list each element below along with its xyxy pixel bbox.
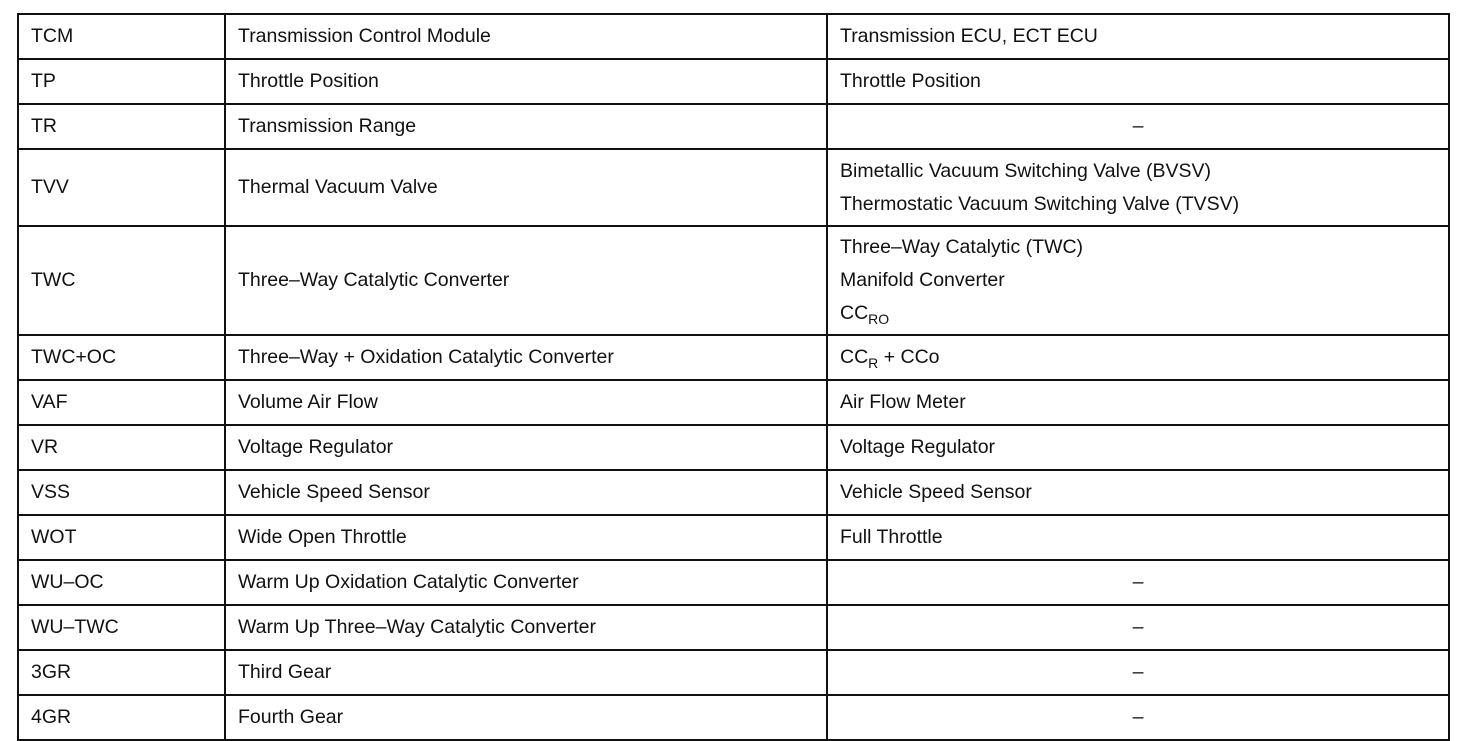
abbreviation-cell: VR bbox=[18, 425, 225, 470]
table-row bbox=[18, 695, 1449, 740]
equivalent-cell: – bbox=[827, 605, 1449, 650]
abbreviation-cell: TCM bbox=[18, 14, 225, 59]
table-row bbox=[18, 515, 1449, 560]
abbreviation-cell: VAF bbox=[18, 380, 225, 425]
abbreviation-cell: 4GR bbox=[18, 695, 225, 740]
abbreviation-cell: VSS bbox=[18, 470, 225, 515]
equivalent-cell: Voltage Regulator bbox=[827, 425, 1449, 470]
term-cell: Third Gear bbox=[225, 650, 827, 695]
equivalent-line: Three–Way Catalytic (TWC) bbox=[840, 236, 1084, 258]
equivalent-cell: – bbox=[827, 695, 1449, 740]
abbreviation-cell: TR bbox=[18, 104, 225, 149]
table-row bbox=[18, 605, 1449, 650]
equivalent-line: Bimetallic Vacuum Switching Valve (BVSV) bbox=[840, 159, 1211, 182]
equivalent-line bbox=[840, 297, 1436, 330]
term-cell: Three–Way + Oxidation Catalytic Converter bbox=[225, 335, 827, 380]
equivalent-base: CC bbox=[840, 346, 869, 368]
equivalent-base: CC bbox=[840, 302, 869, 324]
term-cell: Transmission Control Module bbox=[225, 14, 827, 59]
equivalent-subscript: R bbox=[868, 354, 879, 371]
table-row bbox=[18, 425, 1449, 470]
table-row bbox=[18, 14, 1449, 59]
equivalent-cell: Vehicle Speed Sensor bbox=[827, 470, 1449, 515]
term-cell: Wide Open Throttle bbox=[225, 515, 827, 560]
abbreviation-cell: TVV bbox=[18, 149, 225, 226]
term-cell: Volume Air Flow bbox=[225, 380, 827, 425]
equivalent-cell: – bbox=[827, 650, 1449, 695]
term-cell: Throttle Position bbox=[225, 59, 827, 104]
term-cell: Warm Up Oxidation Catalytic Converter bbox=[225, 560, 827, 605]
table-row bbox=[18, 560, 1449, 605]
equivalent-cell bbox=[827, 149, 1449, 226]
equivalent-cell: Throttle Position bbox=[827, 59, 1449, 104]
table-row bbox=[18, 226, 1449, 335]
term-cell: Warm Up Three–Way Catalytic Converter bbox=[225, 605, 827, 650]
equivalent-cell: Full Throttle bbox=[827, 515, 1449, 560]
abbreviation-cell: WOT bbox=[18, 515, 225, 560]
equivalent-line: Manifold Converter bbox=[840, 269, 1005, 291]
term-cell: Vehicle Speed Sensor bbox=[225, 470, 827, 515]
abbreviation-cell: 3GR bbox=[18, 650, 225, 695]
term-cell: Three–Way Catalytic Converter bbox=[225, 226, 827, 335]
equivalent-cell: – bbox=[827, 560, 1449, 605]
abbreviation-table bbox=[17, 13, 1450, 741]
term-cell: Thermal Vacuum Valve bbox=[225, 149, 827, 226]
abbreviation-cell: TWC bbox=[18, 226, 225, 335]
table-row bbox=[18, 650, 1449, 695]
abbreviation-cell: TWC+OC bbox=[18, 335, 225, 380]
equivalent-cell bbox=[827, 335, 1449, 380]
table-row bbox=[18, 335, 1449, 380]
table-row bbox=[18, 59, 1449, 104]
table-row bbox=[18, 380, 1449, 425]
equivalent-line: Thermostatic Vacuum Switching Valve (TVSV) bbox=[840, 192, 1240, 215]
abbreviation-cell: WU–TWC bbox=[18, 605, 225, 650]
equivalent-cell bbox=[827, 226, 1449, 335]
equivalent-subscript: RO bbox=[868, 310, 890, 327]
equivalent-cell: Transmission ECU, ECT ECU bbox=[827, 14, 1449, 59]
term-cell: Voltage Regulator bbox=[225, 425, 827, 470]
equivalent-cell: – bbox=[827, 104, 1449, 149]
term-cell: Fourth Gear bbox=[225, 695, 827, 740]
equivalent-rest: + CCo bbox=[878, 346, 940, 368]
abbreviation-cell: WU–OC bbox=[18, 560, 225, 605]
table-row bbox=[18, 149, 1449, 226]
abbreviation-cell: TP bbox=[18, 59, 225, 104]
table-row bbox=[18, 104, 1449, 149]
equivalent-cell: Air Flow Meter bbox=[827, 380, 1449, 425]
term-cell: Transmission Range bbox=[225, 104, 827, 149]
table-row bbox=[18, 470, 1449, 515]
